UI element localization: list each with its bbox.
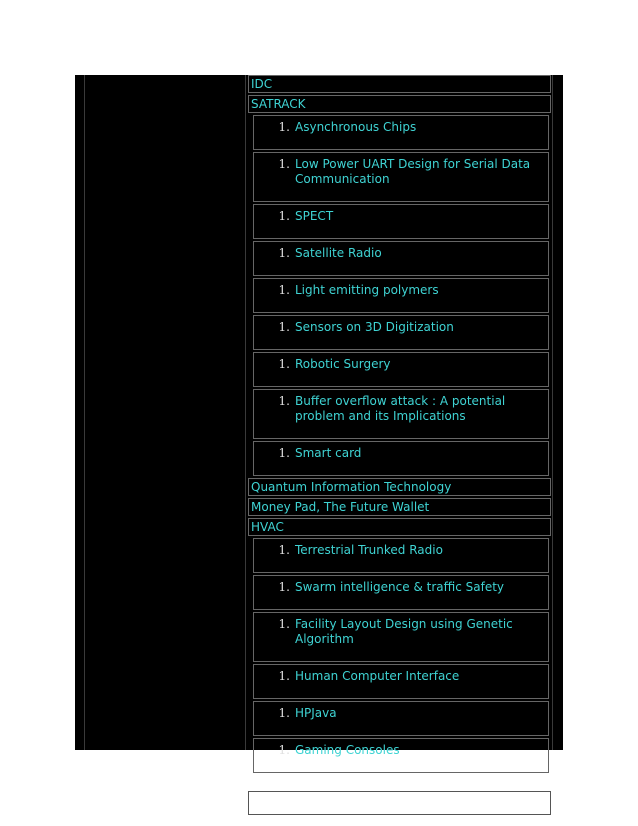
subtopic-item [253,612,549,662]
right-border [552,75,553,750]
topic-list [248,75,551,815]
list-number: 1. [278,157,290,171]
list-number: 1. [278,283,290,297]
subtopic-item [253,352,549,387]
subtopic-item [253,204,549,239]
subtopic-item [253,389,549,439]
subtopic-item [253,115,549,150]
list-number: 1. [278,580,290,594]
topic-link[interactable]: SATRACK [248,95,551,113]
subtopic-item [253,315,549,350]
list-number: 1. [278,743,290,757]
subtopic-item [253,701,549,736]
topic-link[interactable]: Money Pad, The Future Wallet [248,498,551,516]
page-frame [75,75,563,757]
subtopic-link[interactable]: Light emitting polymers [295,283,439,297]
subtopic-link[interactable]: Human Computer Interface [295,669,460,683]
subtopic-link[interactable]: Gaming Consoles [295,743,400,757]
subtopic-item [253,241,549,276]
list-number: 1. [278,357,290,371]
subtopic-item [253,278,549,313]
subtopic-item [253,664,549,699]
list-number: 1. [278,543,290,557]
subtopic-link[interactable]: Facility Layout Design using Genetic Algorithm [295,617,513,646]
subtopic-link[interactable]: Satellite Radio [295,246,382,260]
empty-row [248,791,551,815]
list-number: 1. [278,120,290,134]
left-column [84,75,246,750]
list-number: 1. [278,669,290,683]
subtopic-link[interactable]: Sensors on 3D Digitization [295,320,454,334]
subtopic-link[interactable]: Terrestrial Trunked Radio [295,543,443,557]
topic-link[interactable]: IDC [248,75,551,93]
list-number: 1. [278,706,290,720]
subtopic-link[interactable]: Swarm intelligence & traffic Safety [295,580,505,594]
list-number: 1. [278,446,290,460]
list-number: 1. [278,617,290,631]
subtopic-link[interactable]: Robotic Surgery [295,357,391,371]
subtopic-item [253,738,549,773]
subtopic-item [253,538,549,573]
topic-link[interactable]: Quantum Information Technology [248,478,551,496]
list-number: 1. [278,394,290,408]
subtopic-item [253,152,549,202]
list-number: 1. [278,320,290,334]
subtopic-link[interactable]: Buffer overflow attack : A potential problem and its Implications [295,394,506,423]
subtopic-link[interactable]: SPECT [295,209,334,223]
subtopic-link[interactable]: Asynchronous Chips [295,120,417,134]
subtopic-link[interactable]: Low Power UART Design for Serial Data Communication [295,157,531,186]
subtopic-link[interactable]: HPJava [295,706,337,720]
list-number: 1. [278,209,290,223]
subtopic-item [253,441,549,476]
topic-link[interactable]: HVAC [248,518,551,536]
subtopic-item [253,575,549,610]
list-number: 1. [278,246,290,260]
subtopic-link[interactable]: Smart card [295,446,362,460]
